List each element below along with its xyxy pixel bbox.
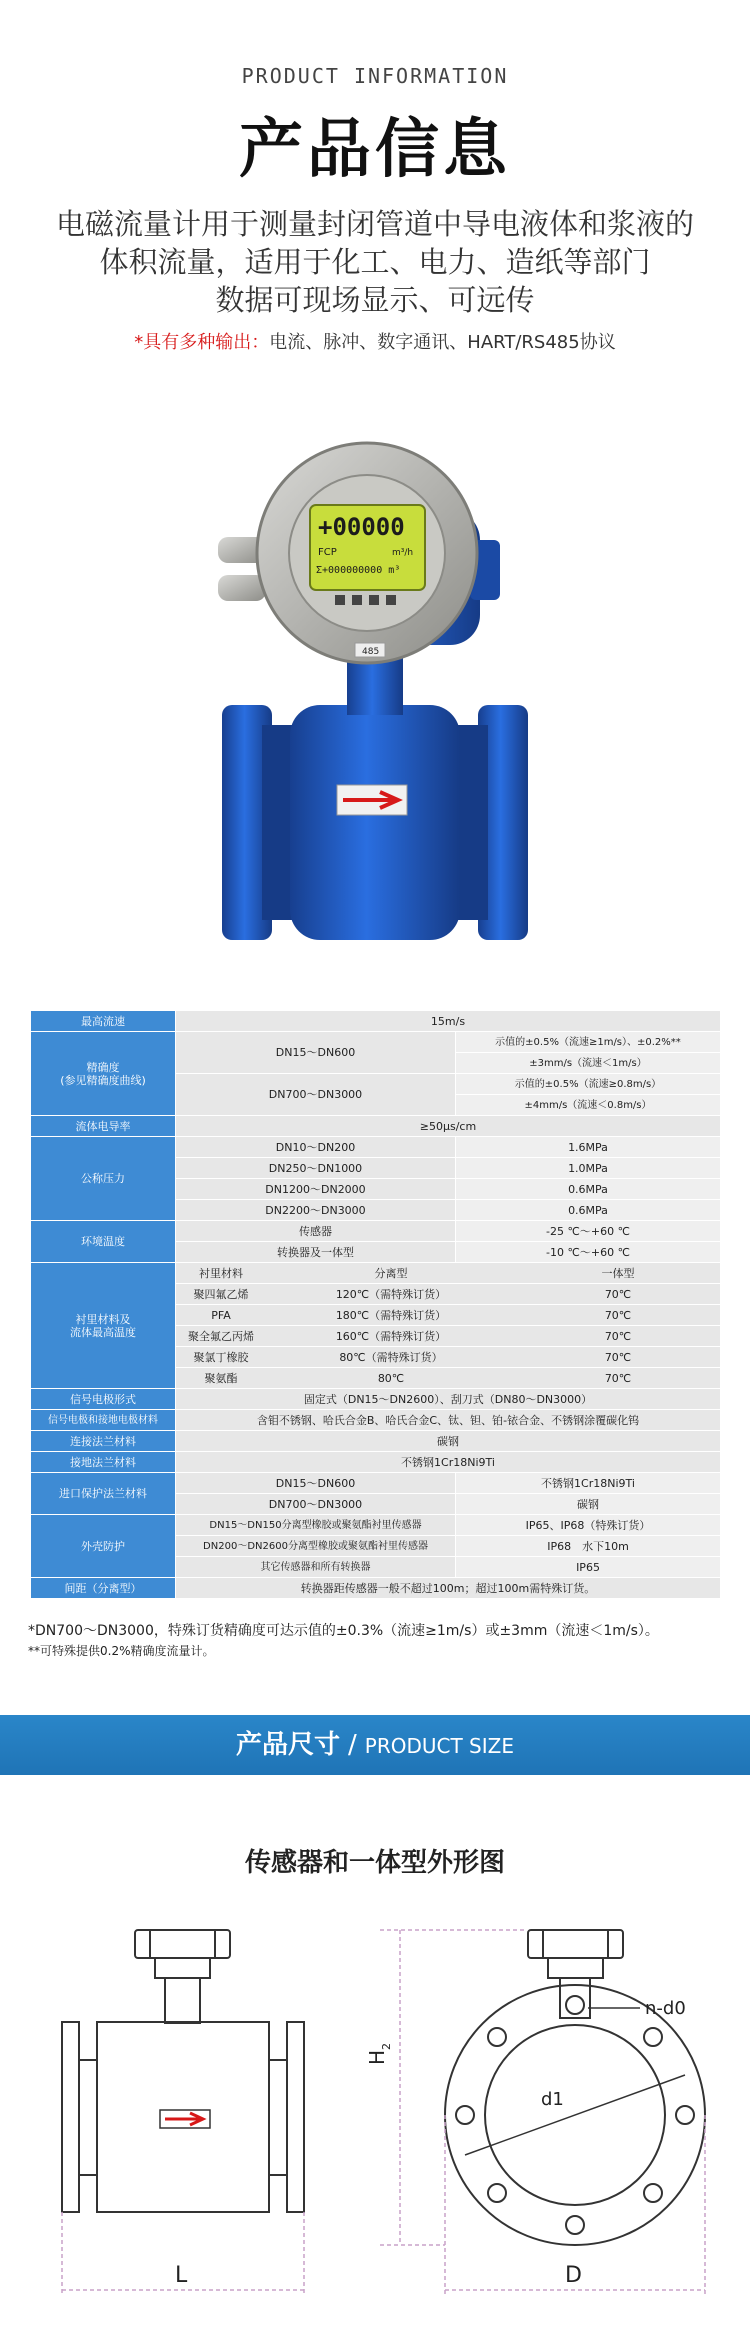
table-row: [31, 1116, 721, 1137]
footnote: *DN700～DN3000，特殊订货精确度可达示值的±0.3%（流速≥1m/s）或±3mm（流速＜1m/s）。: [28, 1623, 659, 1639]
dim-h-sub: 2: [380, 2043, 393, 2050]
cell: DN15～DN150分离型橡胶或聚氨酯衬里传感器: [176, 1515, 456, 1536]
cell: 固定式（DN15～DN2600）、刮刀式（DN80～DN3000）: [176, 1389, 721, 1410]
dim-d1: d1: [541, 2089, 564, 2110]
cell: ±3mm/s（流速＜1m/s）: [456, 1053, 721, 1074]
cell: DN1200～DN2000: [176, 1179, 456, 1200]
table-row: [31, 1410, 721, 1431]
section-title-en: PRODUCT INFORMATION: [241, 64, 509, 88]
row-label: 间距（分离型）: [31, 1578, 176, 1599]
cell: IP65: [456, 1557, 721, 1578]
cell: 1.6MPa: [456, 1137, 721, 1158]
cell: 聚全氟乙丙烯: [188, 1329, 254, 1343]
cell: -25 ℃～+60 ℃: [456, 1221, 721, 1242]
cell: 聚氯丁橡胶: [193, 1350, 249, 1364]
cell: 15m/s: [176, 1011, 721, 1032]
cell: DN10～DN200: [176, 1137, 456, 1158]
row-label: 最高流速: [31, 1011, 176, 1032]
section-title: 产品信息: [239, 113, 511, 187]
cell: DN15～DN600: [176, 1032, 456, 1074]
cell: 120℃（需特殊订货）: [335, 1287, 447, 1301]
row-label: 进口保护法兰材料: [31, 1473, 176, 1515]
cell: 传感器: [176, 1221, 456, 1242]
dim-d: D: [565, 2263, 582, 2288]
cell: 160℃（需特殊订货）: [335, 1329, 447, 1343]
cell: DN700～DN3000: [176, 1494, 456, 1515]
band-separator: /: [348, 1730, 357, 1760]
sensor-body: [290, 705, 460, 940]
cell: DN15～DN600: [176, 1473, 456, 1494]
cell: 180℃（需特殊订货）: [335, 1308, 447, 1322]
lcd-reading: +00000: [318, 513, 405, 541]
row-label: 连接法兰材料: [31, 1431, 176, 1452]
side-flange-left: [62, 2022, 79, 2212]
table-row: [31, 1011, 721, 1032]
row-label: 公称压力: [31, 1137, 176, 1221]
table-row: [31, 1221, 721, 1242]
cell: 碳钢: [456, 1494, 721, 1515]
cell: DN200～DN2600分离型橡胶或聚氨酯衬里传感器: [176, 1536, 456, 1557]
row-label: 接地法兰材料: [31, 1452, 176, 1473]
cell: 1.0MPa: [456, 1158, 721, 1179]
cell: DN250～DN1000: [176, 1158, 456, 1179]
cell: 碳钢: [176, 1431, 721, 1452]
table-row: [31, 1032, 721, 1053]
intro-text: [0, 205, 750, 319]
band-title-en: PRODUCT SIZE: [364, 1734, 514, 1758]
dimension-drawing: [0, 1900, 750, 2320]
lining-head: 衬里材料: [199, 1266, 243, 1280]
table-row: [31, 1137, 721, 1158]
row-label: 信号电极和接地电极材料: [31, 1410, 176, 1431]
cell: -10 ℃～+60 ℃: [456, 1242, 721, 1263]
product-image: [0, 405, 750, 965]
lcd-fcp: FCP: [318, 547, 337, 558]
cell: 80℃: [377, 1371, 405, 1385]
cell: PFA: [211, 1308, 231, 1322]
spec-table: [30, 1010, 721, 1599]
intro-line: 体积流量，适用于化工、电力、造纸等部门: [99, 245, 651, 279]
side-flange-right: [287, 2022, 304, 2212]
table-row: [31, 1263, 721, 1284]
output-note-prefix: *具有多种输出：: [134, 332, 270, 353]
cell: DN700～DN3000: [176, 1074, 456, 1116]
cell: 聚氨酯: [204, 1371, 238, 1385]
cell: 0.6MPa: [456, 1200, 721, 1221]
row-label: 流体电导率: [31, 1116, 176, 1137]
table-row: [31, 1452, 721, 1473]
intro-line: 电磁流量计用于测量封闭管道中导电液体和浆液的: [55, 207, 694, 241]
size-section-band: [0, 1715, 750, 1775]
row-label: 外壳防护: [31, 1515, 176, 1578]
cell: 转换器距传感器一般不超过100m；超过100m需特殊订货。: [176, 1578, 721, 1599]
row-label: 信号电极形式: [31, 1389, 176, 1410]
lining-head: 分离型: [374, 1266, 408, 1280]
dim-l: L: [175, 2263, 188, 2288]
cell: 70℃: [604, 1350, 632, 1364]
cell: 其它传感器和所有转换器: [176, 1557, 456, 1578]
table-row: [31, 1515, 721, 1536]
table-row: [31, 1473, 721, 1494]
row-label: 精确度 (参见精确度曲线): [31, 1032, 176, 1116]
row-label: 环境温度: [31, 1221, 176, 1263]
drawing-title: 传感器和一体型外形图: [244, 1848, 505, 1878]
cell: 含钼不锈钢、哈氏合金B、哈氏合金C、钛、钽、铂-铱合金、不锈钢涂覆碳化钨: [176, 1410, 721, 1431]
cell: 70℃: [604, 1371, 632, 1385]
row-label: 衬里材料及 流体最高温度: [31, 1263, 176, 1389]
cell: ±4mm/s（流速＜0.8m/s）: [456, 1095, 721, 1116]
lcd-total: Σ+000000000 m³: [316, 565, 401, 576]
table-row: [31, 1389, 721, 1410]
cell: IP68 水下10m: [456, 1536, 721, 1557]
cell: 70℃: [604, 1308, 632, 1322]
cell: 0.6MPa: [456, 1179, 721, 1200]
band-title: 产品尺寸: [236, 1730, 341, 1760]
cell: 示值的±0.5%（流速≥0.8m/s）: [456, 1074, 721, 1095]
cell: IP65、IP68（特殊订货）: [456, 1515, 721, 1536]
output-note-text: 电流、脉冲、数字通讯、HART/RS485协议: [269, 332, 616, 353]
cell: 示值的±0.5%（流速≥1m/s）、±0.2%**: [456, 1032, 721, 1053]
intro-line: 数据可现场显示、可远传: [215, 283, 535, 317]
cell: 70℃: [604, 1287, 632, 1301]
cell: 80℃（需特殊订货）: [339, 1350, 443, 1364]
table-row: [31, 1578, 721, 1599]
cell: 不锈钢1Cr18Ni9Ti: [176, 1452, 721, 1473]
lcd-unit: m³/h: [392, 548, 414, 558]
lining-head: 一体型: [601, 1266, 635, 1280]
dim-h: H: [365, 2049, 389, 2065]
table-row: [31, 1431, 721, 1452]
cell: 不锈钢1Cr18Ni9Ti: [456, 1473, 721, 1494]
cell: ≥50μs/cm: [176, 1116, 721, 1137]
cell: 70℃: [604, 1329, 632, 1343]
cell: 聚四氟乙烯: [193, 1287, 249, 1301]
footnote: **可特殊提供0.2%精确度流量计。: [28, 1644, 215, 1658]
dim-nd0: n-d0: [645, 1998, 686, 2019]
product-tag: 485: [362, 647, 380, 657]
output-note: [0, 328, 750, 354]
cell: 转换器及一体型: [176, 1242, 456, 1263]
cell: DN2200～DN3000: [176, 1200, 456, 1221]
